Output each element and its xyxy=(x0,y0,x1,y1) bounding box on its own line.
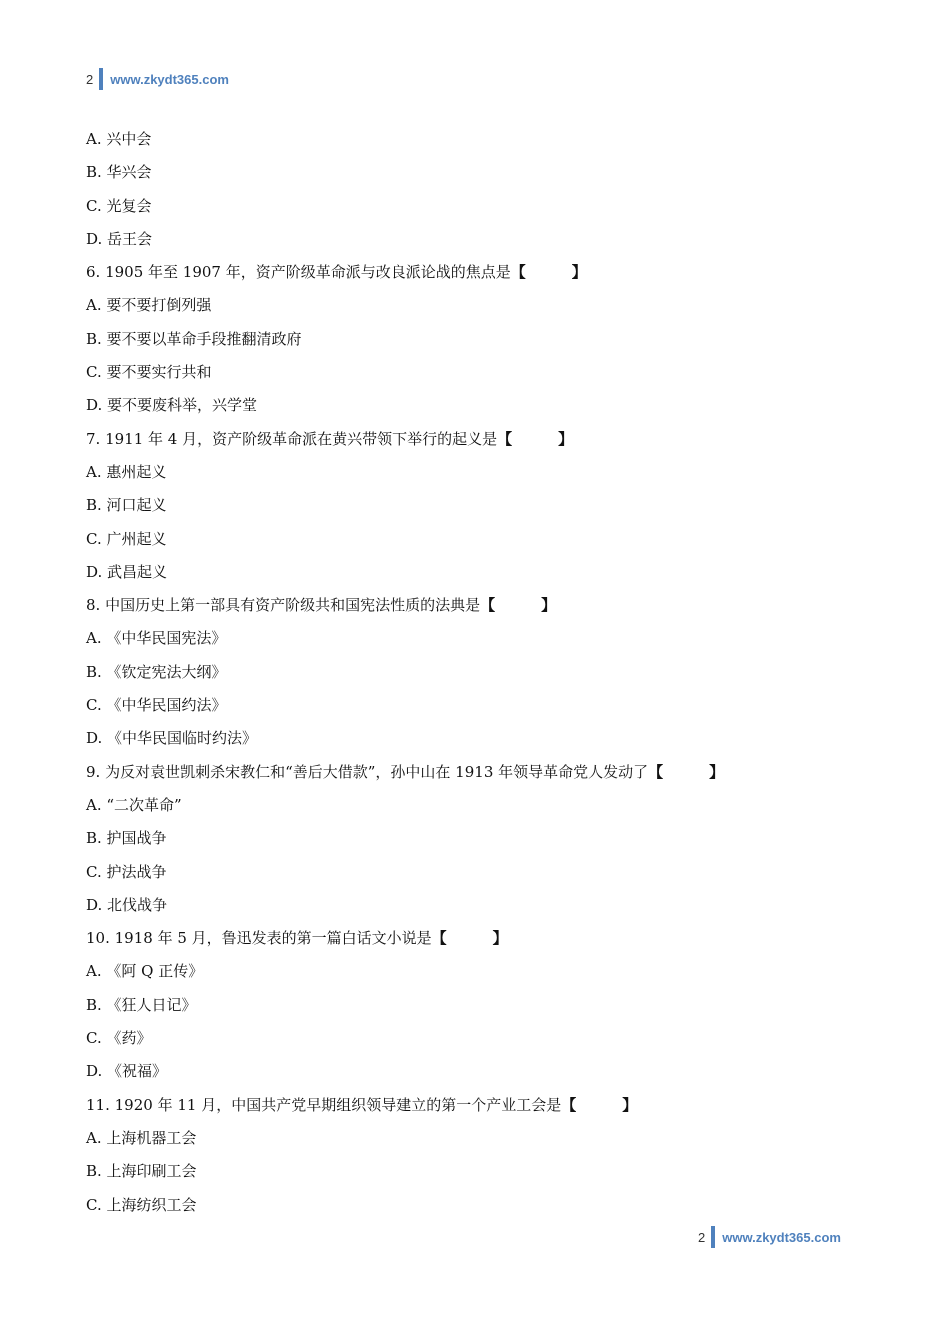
answer-bracket-open: 【 xyxy=(431,929,447,948)
option-text: D. 要不要废科举，兴学堂 xyxy=(86,396,258,415)
option-text: C. 光复会 xyxy=(86,196,152,215)
option-text: A. 惠州起义 xyxy=(86,462,167,481)
page-header xyxy=(86,68,229,90)
answer-option xyxy=(86,227,846,260)
footer-site-link[interactable]: www.zkydt365.com xyxy=(722,1229,841,1245)
answer-option xyxy=(86,626,846,659)
question-stem xyxy=(86,260,846,293)
option-text: C. 护法战争 xyxy=(86,862,167,881)
answer-option xyxy=(86,726,846,759)
option-text: D. 《中华民国临时约法》 xyxy=(86,729,258,748)
answer-bracket-close: 】 xyxy=(709,762,725,781)
answer-bracket-close: 】 xyxy=(492,929,508,948)
option-text: A. 兴中会 xyxy=(86,130,152,148)
option-text: D. 武昌起义 xyxy=(86,562,168,581)
option-text: B. 《钦定宪法大纲》 xyxy=(86,662,227,681)
answer-option xyxy=(86,160,846,193)
option-text: C. 《中华民国约法》 xyxy=(86,696,227,715)
question-text: 6. 1905 年至 1907 年，资产阶级革命派与改良派论战的焦点是 xyxy=(86,263,511,282)
answer-option xyxy=(86,693,846,726)
answer-bracket-open: 【 xyxy=(497,429,513,448)
question-stem xyxy=(86,427,846,460)
answer-option xyxy=(86,660,846,693)
option-text: A. 要不要打倒列强 xyxy=(86,296,212,315)
answer-option xyxy=(86,1026,846,1059)
question-text: 7. 1911 年 4 月，资产阶级革命派在黄兴带领下举行的起义是 xyxy=(86,429,498,448)
answer-option xyxy=(86,959,846,992)
answer-option xyxy=(86,793,846,826)
option-text: B. 河口起义 xyxy=(86,496,167,515)
answer-option xyxy=(86,826,846,859)
question-text: 11. 1920 年 11 月，中国共产党早期组织领导建立的第一个产业工会是 xyxy=(86,1095,562,1114)
answer-bracket-close: 】 xyxy=(558,429,574,448)
answer-bracket-open: 【 xyxy=(648,762,664,781)
option-text: B. 《狂人日记》 xyxy=(86,995,197,1014)
option-text: A. 上海机器工会 xyxy=(86,1128,197,1147)
question-text: 8. 中国历史上第一部具有资产阶级共和国宪法性质的法典是 xyxy=(86,596,481,615)
answer-option xyxy=(86,194,846,227)
answer-option xyxy=(86,1126,846,1159)
question-text: 9. 为反对袁世凯刺杀宋教仁和“善后大借款”，孙中山在 1913 年领导革命党人发动了 xyxy=(86,762,649,781)
answer-option xyxy=(86,493,846,526)
answer-option xyxy=(86,560,846,593)
answer-option xyxy=(86,993,846,1026)
answer-option xyxy=(86,1159,846,1192)
answer-bracket-close: 】 xyxy=(541,596,557,615)
option-text: D. 北伐战争 xyxy=(86,895,168,914)
answer-option xyxy=(86,360,846,393)
question-stem xyxy=(86,926,846,959)
header-page-number: 2 xyxy=(86,71,94,87)
option-text: C. 广州起义 xyxy=(86,529,167,548)
answer-bracket-open: 【 xyxy=(480,596,496,615)
option-text: C. 上海纺织工会 xyxy=(86,1195,197,1214)
answer-bracket-close: 】 xyxy=(571,263,587,282)
option-text: C. 要不要实行共和 xyxy=(86,363,212,382)
answer-option xyxy=(86,1193,846,1226)
question-text: 10. 1918 年 5 月，鲁迅发表的第一篇白话文小说是 xyxy=(86,929,432,948)
answer-bracket-close: 】 xyxy=(622,1095,638,1114)
option-text: B. 上海印刷工会 xyxy=(86,1162,197,1181)
question-list xyxy=(86,127,846,1226)
option-text: A. 《中华民国宪法》 xyxy=(86,629,227,648)
question-stem xyxy=(86,593,846,626)
page-footer xyxy=(698,1226,841,1248)
option-text: B. 护国战争 xyxy=(86,829,167,848)
header-site-link[interactable]: www.zkydt365.com xyxy=(110,71,229,87)
answer-bracket-open: 【 xyxy=(561,1095,577,1114)
answer-option xyxy=(86,893,846,926)
answer-option xyxy=(86,527,846,560)
answer-option xyxy=(86,1059,846,1092)
option-text: A. 《阿 Q 正传》 xyxy=(86,962,204,981)
footer-page-number: 2 xyxy=(698,1229,706,1245)
answer-option xyxy=(86,327,846,360)
footer-separator-bar xyxy=(711,1226,715,1248)
question-stem xyxy=(86,1093,846,1126)
answer-option xyxy=(86,460,846,493)
answer-bracket-open: 【 xyxy=(510,263,526,282)
option-text: D. 岳王会 xyxy=(86,229,153,248)
answer-option xyxy=(86,860,846,893)
option-text: C. 《药》 xyxy=(86,1029,152,1048)
answer-option xyxy=(86,393,846,426)
answer-option xyxy=(86,293,846,326)
header-separator-bar xyxy=(99,68,103,90)
answer-option xyxy=(86,127,846,160)
option-text: A. “二次革命” xyxy=(86,795,182,814)
option-text: D. 《祝福》 xyxy=(86,1062,168,1081)
question-stem xyxy=(86,760,846,793)
option-text: B. 要不要以革命手段推翻清政府 xyxy=(86,329,302,348)
option-text: B. 华兴会 xyxy=(86,163,152,182)
